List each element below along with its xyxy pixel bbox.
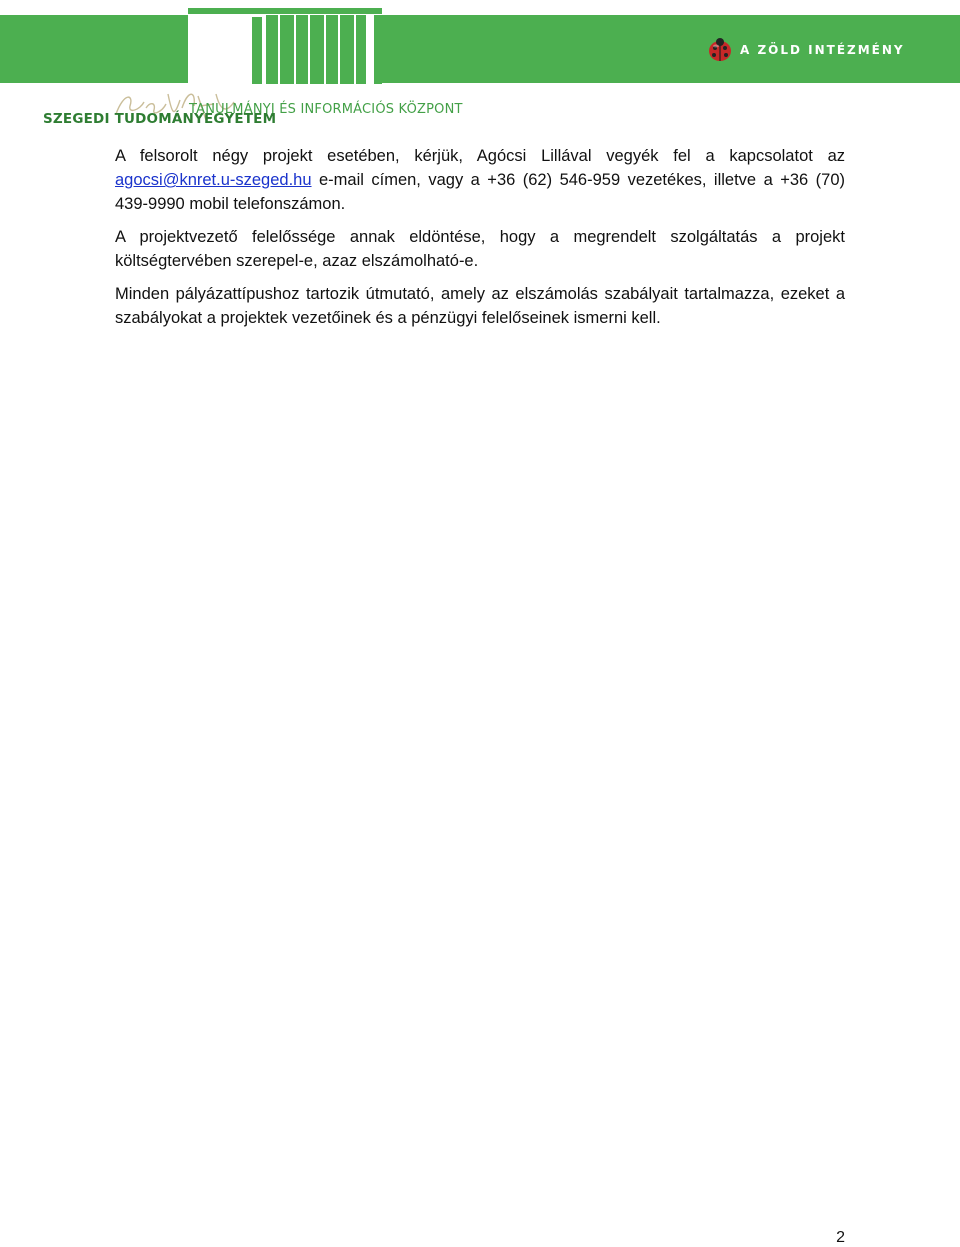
green-institution-badge	[706, 36, 905, 64]
responsibility-paragraph: A projektvezető felelőssége annak eldöntése, hogy a megrendelt szolgáltatás a projekt költségtervében szerepel-e, azaz elszámolható-e.	[115, 228, 845, 270]
contact-paragraph	[115, 144, 845, 216]
contact-rest-text: e-mail címen, vagy a +36 (62) 546-959 vezetékes, illetve a +36 (70) 439-9990 mobil telefonszámon.	[115, 171, 845, 213]
university-building-logo	[188, 8, 382, 84]
contact-intro-text: A felsorolt négy projekt esetében, kérjük, Agócsi Lillával vegyék fel a kapcsolatot az	[115, 147, 845, 165]
page-header	[0, 0, 960, 130]
email-link[interactable]: agocsi@knret.u-szeged.hu	[115, 171, 312, 189]
document-body	[115, 144, 845, 339]
ladybug-icon	[706, 36, 734, 64]
green-institution-label: A ZÖLD INTÉZMÉNY	[740, 43, 905, 57]
university-name: SZEGEDI TUDOMÁNYEGYETEM	[43, 111, 277, 127]
centre-name: TANULMÁNYI ÉS INFORMÁCIÓS KÖZPONT	[189, 102, 463, 117]
page-number: 2	[836, 1229, 845, 1246]
guidelines-paragraph: Minden pályázattípushoz tartozik útmutató, amely az elszámolás szabályait tartalmazza, ezeket a szabályokat a projektek vezetőinek és a pénzügyi felelőseinek ismerni kell.	[115, 285, 845, 327]
